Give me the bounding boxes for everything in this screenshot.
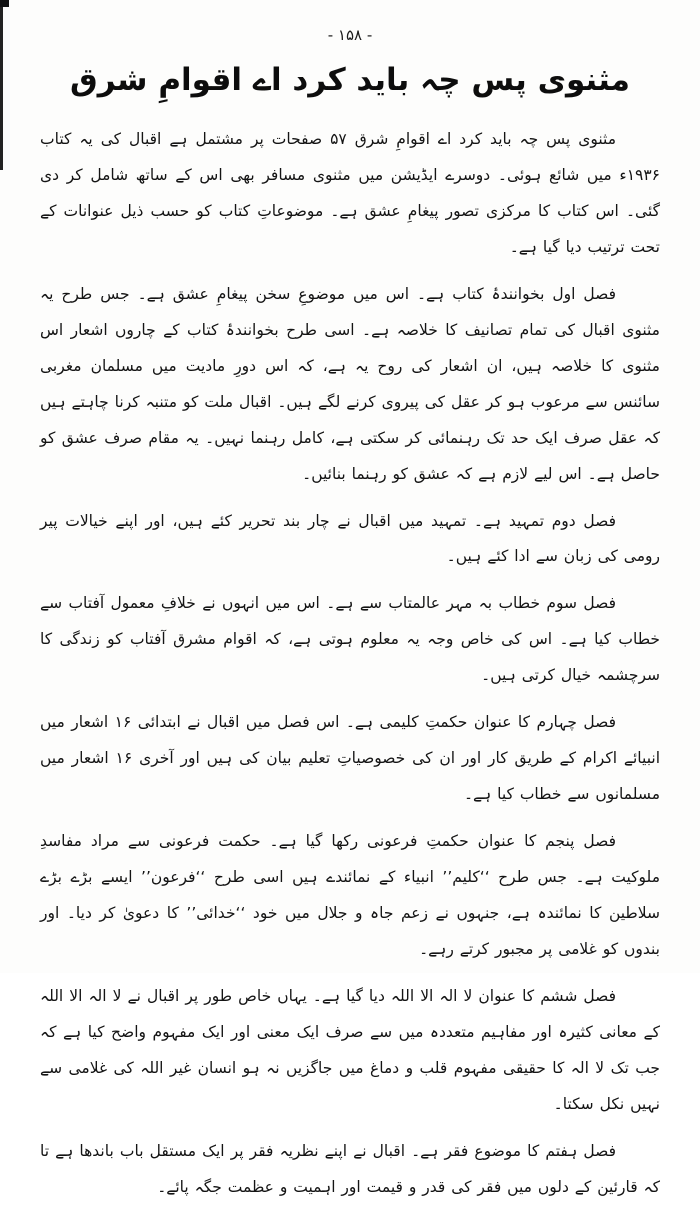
paragraph-fasl-doum: فصل دوم تمہید ہے۔ تمہید میں اقبال نے چار بند تحریر کئے ہیں، اور اپنے خیالات پیر رومی کی زبان سے ادا کئے ہیں۔: [40, 511, 660, 566]
scan-edge-artifact: [0, 0, 3, 170]
paragraph-fasl-soum: فصل سوم خطاب بہ مہر عالمتاب سے ہے۔ اس میں انہوں نے خلافِ معمول آفتاب سے خطاب کیا ہے۔ اس کی خاص وجہ یہ معلوم ہوتی ہے، کہ اقوام مشرق آفتاب کو زندگی کا سرچشمہ خیال کرتی ہیں۔: [40, 594, 660, 685]
page-number: - ۱۵۸ -: [327, 26, 373, 44]
paragraph-fasl-chaharum: فصل چہارم کا عنوان حکمتِ کلیمی ہے۔ اس فصل میں اقبال نے ابتدائی ۱۶ اشعار میں انبیائے اکرام کے طریق کار اور ان کی خصوصیاتِ تعلیم بیان کی ہیں اور آخری ۱۶ اشعار میں مسلمانوں سے خطاب کیا ہے۔: [40, 713, 660, 804]
paragraph-intro: مثنوی پس چہ باید کرد اے اقوامِ شرق ۵۷ صفحات پر مشتمل ہے اقبال کی یہ کتاب ۱۹۳۶ء میں شائع ہوئی۔ دوسرے ایڈیشن میں مثنوی مسافر بھی اس کے ساتھ شامل کر دی گئی۔ اس کتاب کا مرکزی تصور پیغامِ عشق ہے۔ موضوعاتِ کتاب کو حسب ذیل عنوانات کے تحت ترتیب دیا گیا ہے۔: [40, 130, 660, 256]
paragraph-fasl-awwal: فصل اول بخوانندۂ کتاب ہے۔ اس میں موضوعِ سخن پیغامِ عشق ہے۔ جس طرح یہ مثنوی اقبال کی تمام تصانیف کا خلاصہ ہے۔ اسی طرح بخوانندۂ کتاب کے چاروں اشعار اس مثنوی کا خلاصہ ہیں، ان اشعار کی روح یہ ہے، کہ اس دورِ مادیت میں مسلمان مغربی سائنس سے مرعوب ہو کر عقل کی پیروی کرنے لگے ہیں۔ اقبال ملت کو متنبہ کرنا چاہتے ہیں کہ عقل صرف ایک حد تک رہنمائی کر سکتی ہے، کامل رہنما نہیں۔ یہ مقام صرف عشق کو حاصل ہے۔ اس لیے لازم ہے کہ عشق کو رہنما بنائیں۔: [40, 284, 660, 483]
paragraph-fasl-shashum: فصل ششم کا عنوان لا الہ الا اللہ دیا گیا ہے۔ یہاں خاص طور پر اقبال نے لا الہ الا اللہ کے معانی کثیرہ اور مفاہیم متعددہ میں سے صرف ایک معنی اور ایک مفہوم واضح کیا ہے کہ جب تک لا الہ کا حقیقی مفہوم قلب و دماغ میں جاگزیں نہ ہو انسان غیر اللہ کی غلامی سے نہیں نکل سکتا۔: [40, 986, 660, 1113]
scan-corner-artifact: [0, 0, 9, 7]
paragraph-fasl-haftum: فصل ہفتم کا موضوع فقر ہے۔ اقبال نے اپنے نظریہ فقر پر ایک مستقل باب باندھا ہے تا کہ قارئین کے دلوں میں فقر کی قدر و قیمت اور اہمیت و عظمت جگہ پائے۔: [40, 1141, 660, 1196]
paragraph-fasl-panjum: فصل پنجم کا عنوان حکمتِ فرعونی رکھا گیا ہے۔ حکمت فرعونی سے مراد مفاسدِ ملوکیت ہے۔ جس طرح ‘‘کلیم’’ انبیاء کے نمائندے ہیں اسی طرح ‘‘فرعون’’ ایسے بڑے بڑے سلاطین کا نمائندہ ہے، جنہوں نے زعم جاہ و جلال میں خود ‘‘خدائی’’ کا دعویٰ کر دیا۔ اور بندوں کو غلامی پر مجبور کرتے رہے۔: [40, 832, 660, 959]
chapter-title: مثنوی پس چہ باید کرد اے اقوامِ شرق: [70, 62, 630, 98]
